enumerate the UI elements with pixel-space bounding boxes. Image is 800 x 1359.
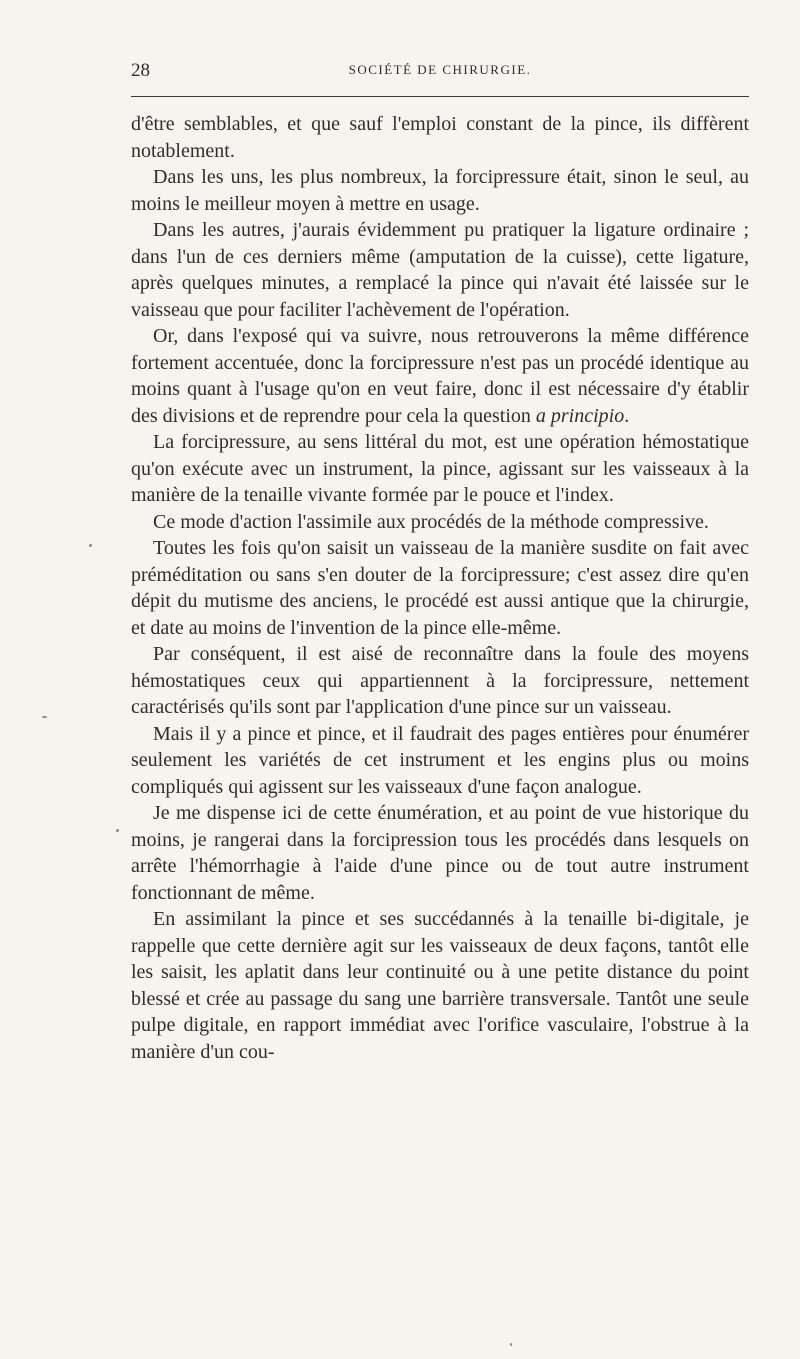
latin-phrase: a principio — [535, 404, 625, 427]
body-text — [131, 111, 749, 1065]
paragraph-11: En assimilant la pince et ses succédannés à la tenaille bi-digitale, je rappelle que cette dernière agit sur les vaisseaux de deux façons, tantôt elle les saisit, les aplatit dans leur continuité ou à une petite distance du point blessé et crée au passage du sang une barrière transversale. Tantôt une seule pulpe digitale, en rapport immédiat avec l'orifice vasculaire, l'obstrue à la manière d'un cou- — [131, 908, 749, 1063]
paragraph-6: Ce mode d'action l'assimile aux procédés de la méthode compressive. — [153, 510, 709, 533]
paragraph-9: Mais il y a pince et pince, et il faudrait des pages entières pour énumérer seulement les variétés de cet instrument et les engins plus ou moins compliqués qui agissent sur les vaisseaux d'une façon analogue. — [131, 722, 749, 798]
scan-speck — [116, 829, 119, 832]
running-head — [131, 60, 749, 84]
scan-speck — [89, 544, 92, 547]
paragraph-5: La forcipressure, au sens littéral du mot, est une opération hémostatique qu'on exécute avec un instrument, la pince, agissant sur les vaisseaux à la manière de la tenaille vivante formée par le pouce et l'index. — [131, 431, 749, 506]
page-number: 28 — [131, 60, 150, 81]
scan-speck — [42, 716, 47, 718]
paragraph-7: Toutes les fois qu'on saisit un vaisseau de la manière susdite on fait avec préméditation ou sans s'en douter de la forcipressure; c'est assez dire qu'en dépit du mutisme des anciens, le procédé est aussi antique que la chirurgie, et date au moins de l'invention de la pince elle-même. — [131, 537, 749, 639]
scan-speck — [510, 1343, 512, 1346]
header-rule — [131, 96, 749, 97]
paragraph-1: d'être semblables, et que sauf l'emploi constant de la pince, ils diffèrent notablement. — [131, 113, 749, 162]
paragraph-10: Je me dispense ici de cette énumération, et au point de vue historique du moins, je rangerai dans la forcipression tous les procédés dans lesquels on arrête l'hémorrhagie à l'aide d'une pince ou de tout autre instrument fonctionnant de même. — [131, 802, 749, 904]
paragraph-2: Dans les uns, les plus nombreux, la forcipressure était, sinon le seul, au moins le meilleur moyen à mettre en usage. — [131, 166, 749, 215]
paragraph-4 — [131, 323, 749, 429]
paragraph-4-end: . — [624, 404, 630, 427]
paragraph-4-text: Or, dans l'exposé qui va suivre, nous retrouverons la même différence fortement accentuée, donc la forcipressure n'est pas un procédé identique au moins quant à l'usage qu'on en veut faire, donc il est nécessaire d'y établir des divisions et de reprendre pour cela la question — [131, 325, 749, 427]
paragraph-3: Dans les autres, j'aurais évidemment pu pratiquer la ligature ordinaire ; dans l'un de ces derniers même (amputation de la cuisse), cette ligature, après quelques minutes, a remplacé la pince qui n'avait été laissée sur le vaisseau que pour faciliter l'achèvement de l'opération. — [131, 219, 749, 321]
paragraph-8: Par conséquent, il est aisé de reconnaître dans la foule des moyens hémostatiques ceux qui appartiennent à la forcipressure, nettement caractérisés qu'ils sont par l'application d'une pince sur un vaisseau. — [131, 643, 749, 718]
running-title: SOCIÉTÉ DE CHIRURGIE. — [348, 62, 532, 77]
